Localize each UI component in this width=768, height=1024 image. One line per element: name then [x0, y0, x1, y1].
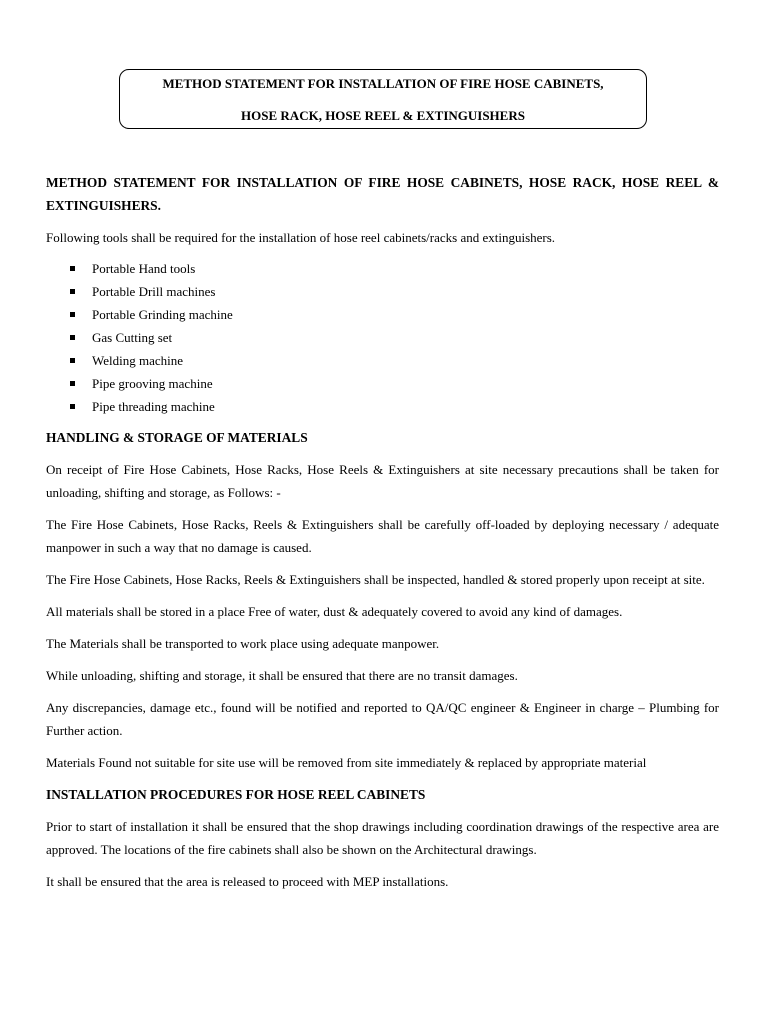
main-heading: METHOD STATEMENT FOR INSTALLATION OF FIRE HOSE CABINETS, HOSE RACK, HOSE REEL & EXTINGUISHERS.	[46, 175, 719, 213]
list-item	[70, 395, 719, 418]
tool-label: Portable Grinding machine	[92, 307, 233, 322]
installation-paragraph: It shall be ensured that the area is released to proceed with MEP installations.	[46, 874, 449, 889]
list-item	[70, 303, 719, 326]
handling-paragraph: Materials Found not suitable for site use will be removed from site immediately & replaced by appropriate material	[46, 755, 647, 770]
bullet-icon	[70, 266, 75, 271]
bullet-icon	[70, 358, 75, 363]
section-heading-handling: HANDLING & STORAGE OF MATERIALS	[46, 430, 308, 445]
tool-label: Welding machine	[92, 353, 184, 368]
list-item	[70, 372, 719, 395]
tool-label: Portable Drill machines	[92, 284, 216, 299]
bullet-icon	[70, 335, 75, 340]
document-title-box	[119, 69, 647, 129]
tools-intro: Following tools shall be required for the installation of hose reel cabinets/racks and extinguishers.	[46, 230, 556, 245]
list-item	[70, 326, 719, 349]
installation-paragraph: Prior to start of installation it shall be ensured that the shop drawings including coordination drawings of the respective area are approved. The locations of the fire cabinets shall also be shown on the Architectural drawings.	[46, 819, 719, 857]
title-line-2: HOSE RACK, HOSE REEL & EXTINGUISHERS	[241, 108, 525, 123]
tool-label: Pipe grooving machine	[92, 376, 213, 391]
bullet-icon	[70, 312, 75, 317]
tools-list	[46, 257, 719, 418]
title-line-1: METHOD STATEMENT FOR INSTALLATION OF FIRE HOSE CABINETS,	[162, 76, 604, 91]
handling-paragraph: Any discrepancies, damage etc., found will be notified and reported to QA/QC engineer & Engineer in charge – Plumbing for Further action.	[46, 700, 719, 738]
handling-paragraph: While unloading, shifting and storage, it shall be ensured that there are no transit damages.	[46, 668, 518, 683]
tool-label: Gas Cutting set	[92, 330, 173, 345]
document-body	[46, 171, 719, 902]
bullet-icon	[70, 381, 75, 386]
handling-paragraph: The Fire Hose Cabinets, Hose Racks, Reels & Extinguishers shall be carefully off-loaded by deploying necessary / adequate manpower in such a way that no damage is caused.	[46, 517, 719, 555]
handling-paragraph: On receipt of Fire Hose Cabinets, Hose Racks, Hose Reels & Extinguishers at site necessary precautions shall be taken for unloading, shifting and storage, as Follows: -	[46, 462, 719, 500]
section-heading-installation: INSTALLATION PROCEDURES FOR HOSE REEL CABINETS	[46, 787, 426, 802]
handling-paragraph: The Fire Hose Cabinets, Hose Racks, Reels & Extinguishers shall be inspected, handled & stored properly upon receipt at site.	[46, 572, 705, 587]
bullet-icon	[70, 289, 75, 294]
handling-paragraph: All materials shall be stored in a place Free of water, dust & adequately covered to avoid any kind of damages.	[46, 604, 623, 619]
list-item	[70, 257, 719, 280]
handling-paragraph: The Materials shall be transported to work place using adequate manpower.	[46, 636, 440, 651]
tool-label: Portable Hand tools	[92, 261, 196, 276]
tool-label: Pipe threading machine	[92, 399, 215, 414]
list-item	[70, 280, 719, 303]
bullet-icon	[70, 404, 75, 409]
list-item	[70, 349, 719, 372]
